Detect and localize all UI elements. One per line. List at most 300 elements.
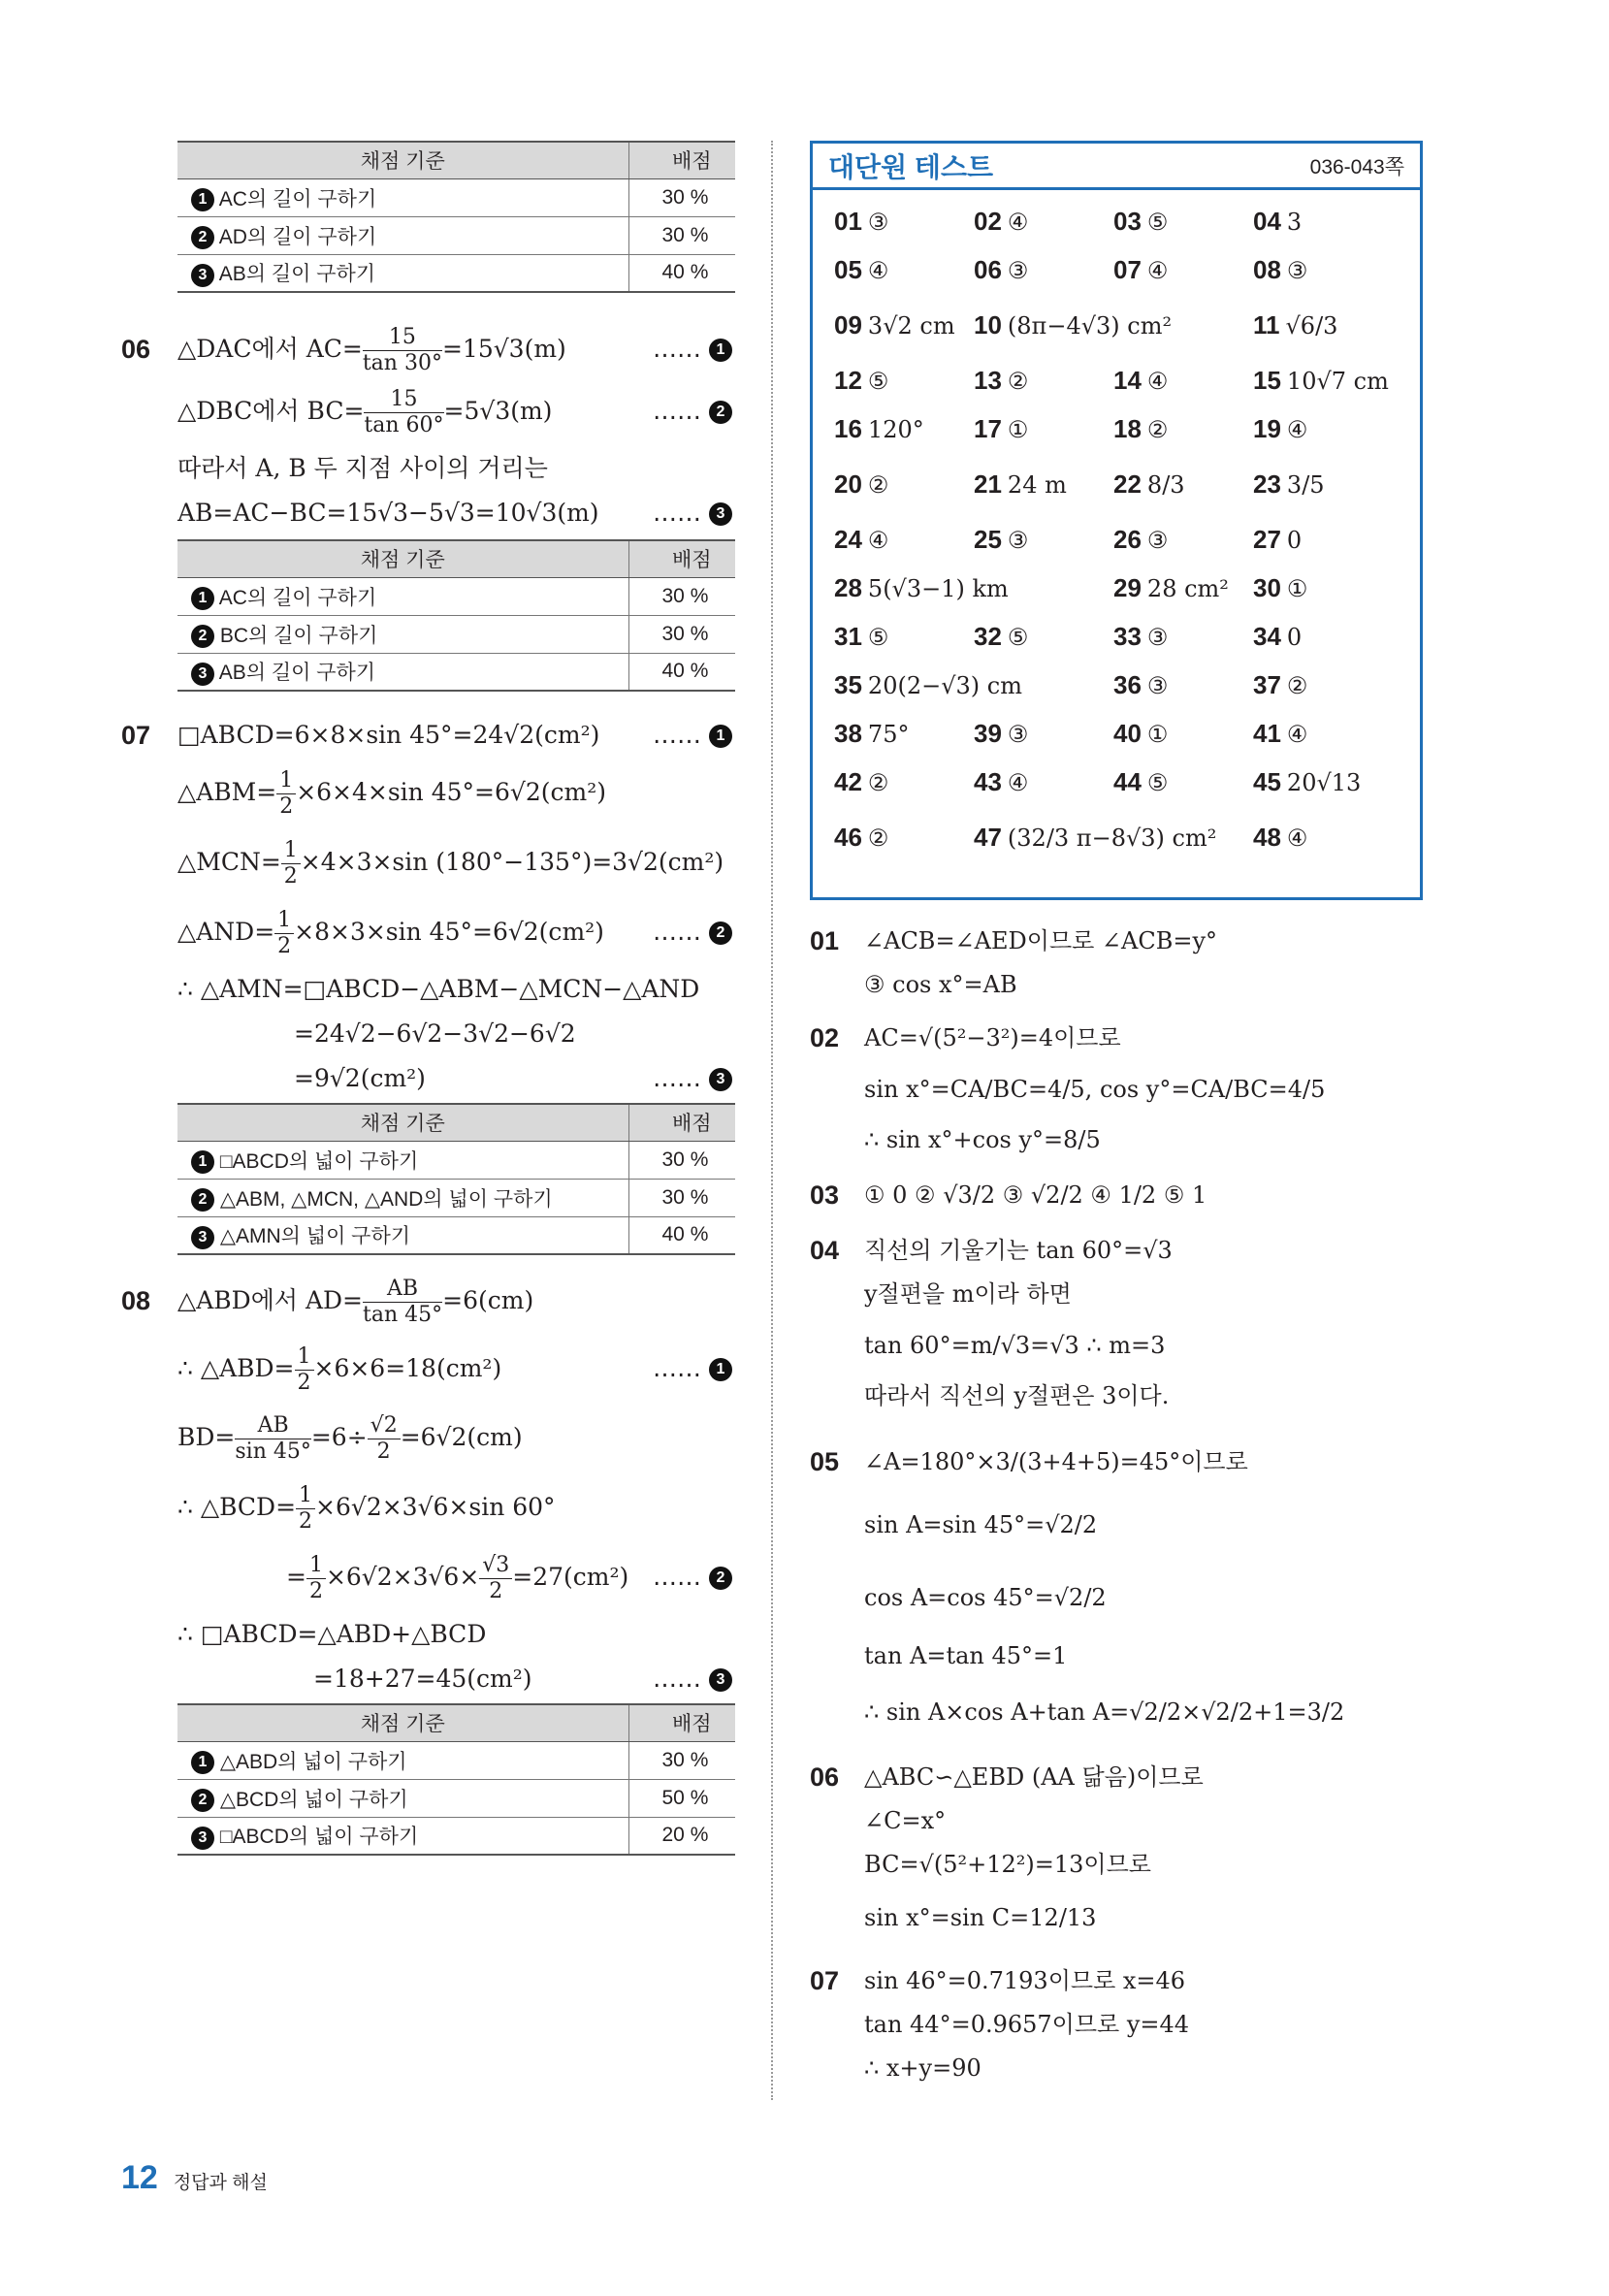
step-marker: 1 <box>191 1150 214 1174</box>
step-mark <box>653 1657 732 1701</box>
answer-number: 19 <box>1253 413 1281 443</box>
denominator: 2 <box>299 1509 313 1534</box>
points-text: 30 % <box>628 1141 735 1179</box>
table-row <box>177 1216 735 1254</box>
points-text: 40 % <box>628 653 735 691</box>
answer-number: 18 <box>1113 413 1142 443</box>
denominator: 2 <box>279 794 294 819</box>
points-text: 30 % <box>628 178 735 216</box>
answer-item <box>834 670 1113 700</box>
text: =6(cm) <box>442 1286 534 1314</box>
criteria-text: △AMN의 넓이 구하기 <box>219 1225 411 1248</box>
dots: …… <box>653 1665 702 1693</box>
solution-line <box>177 491 742 535</box>
answer-value: ⑤ <box>1007 623 1029 651</box>
solution-line <box>177 1056 742 1101</box>
answer-value: ① <box>1146 720 1169 748</box>
fraction <box>235 1413 310 1465</box>
solution-line: ③ cos x°=AB <box>864 971 1017 998</box>
text: ∴ △ABD= <box>177 1354 295 1382</box>
solution-line: ∴ sin x°+cos y°=8/5 <box>864 1126 1101 1153</box>
table-row <box>177 1741 735 1779</box>
criteria-text: □ABCD의 넓이 구하기 <box>219 1149 419 1173</box>
solution-line <box>177 1657 742 1701</box>
step-marker: 2 <box>191 226 214 249</box>
answer-number: 42 <box>834 766 862 796</box>
answer-number: 20 <box>834 469 862 499</box>
answer-number: 09 <box>834 309 862 340</box>
table-row <box>177 577 735 615</box>
answer-number: 24 <box>834 524 862 554</box>
answer-value: ③ <box>1146 623 1169 651</box>
answer-row <box>813 404 1420 453</box>
answer-number: 14 <box>1113 365 1142 395</box>
solution-line: sin A=sin 45°=√2/2 <box>864 1511 1098 1538</box>
answer-item <box>1253 310 1393 340</box>
answer-row <box>813 564 1420 612</box>
answer-item <box>1113 255 1253 285</box>
answer-item <box>834 366 974 396</box>
answer-item <box>834 622 974 652</box>
criteria-text: AB의 길이 구하기 <box>218 263 376 286</box>
text: △AND= <box>177 918 275 946</box>
answer-number: 33 <box>1113 621 1142 651</box>
unit-test-header <box>813 144 1420 190</box>
answer-value: ③ <box>867 208 889 236</box>
solution-line: =24√2−6√2−3√2−6√2 <box>294 1019 576 1048</box>
answer-value: 24 m <box>1007 470 1067 499</box>
step-marker: 2 <box>709 401 732 424</box>
answer-value: ③ <box>1007 526 1029 554</box>
denominator: 2 <box>308 1579 323 1603</box>
denominator: tan 45° <box>363 1303 443 1327</box>
answer-item <box>974 622 1113 652</box>
answer-value: ④ <box>1007 768 1029 796</box>
solution-01 <box>810 920 1431 1007</box>
answer-item <box>1253 525 1393 555</box>
page-footer <box>121 2159 268 2197</box>
step-mark <box>653 1056 732 1101</box>
step-marker: 1 <box>191 1751 214 1774</box>
answer-item <box>834 719 974 749</box>
answer-value: ③ <box>1146 671 1169 699</box>
solution-line: ∴ sin A×cos A+tan A=√2/2×√2/2+1=3/2 <box>864 1698 1345 1726</box>
table-row <box>177 178 735 216</box>
answer-value: ② <box>867 470 889 499</box>
solution-line: ∴ □ABCD=△ABD+△BCD <box>177 1620 487 1648</box>
numerator: 1 <box>274 908 294 934</box>
answer-number: 23 <box>1253 469 1281 499</box>
answer-value: ③ <box>1007 720 1029 748</box>
answer-number: 03 <box>1113 206 1142 236</box>
answer-item <box>1113 469 1253 500</box>
answer-value: ⑤ <box>1146 208 1169 236</box>
problem-07 <box>121 713 742 1101</box>
text: ×6√2×3√6×sin 60° <box>315 1493 556 1521</box>
solution-05 <box>810 1436 1431 1746</box>
problem-number: 05 <box>810 1447 840 1476</box>
criteria-text: △ABD의 넓이 구하기 <box>219 1750 407 1773</box>
answer-row <box>813 356 1420 404</box>
denominator: 2 <box>376 1439 391 1464</box>
solution-line: tan A=tan 45°=1 <box>864 1642 1068 1669</box>
answer-number: 40 <box>1113 718 1142 748</box>
answer-value: 5(√3−1) km <box>867 574 1009 602</box>
numerator: 15 <box>364 387 443 413</box>
table-row <box>177 1779 735 1817</box>
answer-item <box>1253 670 1393 700</box>
answer-number: 34 <box>1253 621 1281 651</box>
text: =6√2(cm) <box>400 1423 523 1451</box>
dots: …… <box>653 1354 702 1382</box>
denominator: tan 60° <box>364 413 444 437</box>
answer-value: 75° <box>867 720 910 748</box>
answer-value: 3 <box>1286 208 1303 236</box>
criteria-text: □ABCD의 넓이 구하기 <box>219 1826 419 1849</box>
answer-item <box>1113 573 1253 603</box>
table-row <box>177 653 735 691</box>
dots: …… <box>653 335 702 363</box>
answer-value: (8π−4√3) cm² <box>1007 311 1173 340</box>
unit-test-page-range: 036-043쪽 <box>1309 155 1404 178</box>
text: AB=AC−BC=15√3−5√3=10√3(m) <box>177 499 599 527</box>
answer-number: 22 <box>1113 469 1142 499</box>
answer-row <box>813 453 1420 515</box>
answer-value: ④ <box>1146 256 1169 284</box>
text: =27(cm²) <box>512 1563 629 1591</box>
answer-item <box>974 823 1253 853</box>
problem-number: 04 <box>810 1236 840 1265</box>
answer-number: 08 <box>1253 254 1281 284</box>
problem-number: 01 <box>810 926 840 955</box>
table-row <box>177 1179 735 1216</box>
answer-item <box>1253 255 1393 285</box>
solution-line: AC=√(5²−3²)=4이므로 <box>864 1024 1121 1051</box>
fraction <box>368 1413 401 1465</box>
solution-07 <box>810 1959 1431 2090</box>
criteria-text: AB의 길이 구하기 <box>218 662 376 685</box>
text: △DBC에서 BC= <box>177 397 365 425</box>
table-header-criteria: 채점 기준 <box>177 1704 628 1741</box>
score-table-06 <box>177 539 735 692</box>
fraction <box>363 1277 442 1328</box>
solution-line <box>177 827 742 897</box>
text: =18+27=45(cm²) <box>313 1665 532 1693</box>
text: =15√3(m) <box>441 335 566 363</box>
step-marker: 3 <box>191 264 214 287</box>
step-marker: 1 <box>191 188 214 211</box>
solution-03 <box>810 1174 1431 1217</box>
answer-number: 12 <box>834 365 862 395</box>
text: =9√2(cm²) <box>294 1064 426 1092</box>
unit-test-answer-box <box>810 141 1423 900</box>
step-marker: 3 <box>191 663 214 686</box>
criteria-text: AC의 길이 구하기 <box>218 586 377 609</box>
solution-line <box>177 1542 742 1612</box>
answer-number: 35 <box>834 669 862 699</box>
answer-row <box>813 245 1420 294</box>
answer-value: 20(2−√3) cm <box>867 671 1022 699</box>
answer-value: ④ <box>1286 824 1308 852</box>
dots: …… <box>653 1563 702 1591</box>
answer-number: 02 <box>974 206 1002 236</box>
points-text: 30 % <box>628 1741 735 1779</box>
step-marker: 1 <box>709 339 732 362</box>
answer-number: 44 <box>1113 766 1142 796</box>
text: ×4×3×sin (180°−135°)=3√2(cm²) <box>300 848 724 876</box>
points-text: 30 % <box>628 615 735 653</box>
answer-row <box>813 197 1420 245</box>
answer-item <box>974 469 1113 500</box>
table-row <box>177 216 735 254</box>
denominator: tan 30° <box>362 351 442 375</box>
answer-number: 43 <box>974 766 1002 796</box>
fraction <box>479 1553 512 1604</box>
step-marker: 3 <box>709 1068 732 1091</box>
fraction <box>306 1553 326 1604</box>
answer-item <box>834 573 1113 603</box>
table-row <box>177 254 735 292</box>
numerator: √2 <box>368 1413 401 1439</box>
solution-line <box>177 1472 742 1542</box>
solution-line <box>177 897 742 967</box>
solution-02 <box>810 1017 1431 1162</box>
answer-item <box>974 525 1113 555</box>
denominator: sin 45° <box>235 1439 311 1464</box>
step-marker: 3 <box>709 1668 732 1692</box>
numerator: AB <box>363 1277 442 1303</box>
solution-line: cos A=cos 45°=√2/2 <box>864 1584 1107 1611</box>
solution-line: 따라서 A, B 두 지점 사이의 거리는 <box>177 454 548 482</box>
answer-value: ④ <box>1286 720 1308 748</box>
answer-value: 0 <box>1286 623 1303 651</box>
numerator: 1 <box>306 1553 326 1579</box>
answer-item <box>834 310 974 340</box>
fraction <box>364 387 443 438</box>
table-header-points: 배점 <box>628 142 735 178</box>
points-text: 20 % <box>628 1817 735 1855</box>
answer-value: ⑤ <box>867 367 889 395</box>
denominator: 2 <box>283 864 298 889</box>
answer-number: 16 <box>834 413 862 443</box>
answer-number: 46 <box>834 822 862 852</box>
fraction <box>276 768 296 820</box>
answer-value: ③ <box>1286 256 1308 284</box>
answer-value: ④ <box>867 256 889 284</box>
fraction <box>281 838 301 889</box>
answer-number: 06 <box>974 254 1002 284</box>
points-text: 40 % <box>628 254 735 292</box>
answer-item <box>974 207 1113 237</box>
denominator: 2 <box>277 934 292 958</box>
answer-value: ④ <box>867 526 889 554</box>
answer-number: 39 <box>974 718 1002 748</box>
answer-value: 120° <box>867 415 924 443</box>
column-divider <box>771 141 773 2100</box>
answer-value: ② <box>1007 367 1029 395</box>
answer-number: 11 <box>1253 309 1280 340</box>
answer-number: 17 <box>974 413 1002 443</box>
answer-row <box>813 515 1420 564</box>
points-text: 30 % <box>628 216 735 254</box>
answer-number: 28 <box>834 572 862 602</box>
points-text: 40 % <box>628 1216 735 1254</box>
answer-value: ⑤ <box>867 623 889 651</box>
solution-line: ∠C=x° <box>864 1807 947 1834</box>
solution-line: 직선의 기울기는 tan 60°=√3 <box>864 1237 1173 1264</box>
answer-number: 47 <box>974 822 1002 852</box>
answer-value: 0 <box>1286 526 1303 554</box>
answer-item <box>1253 207 1393 237</box>
step-marker: 3 <box>191 1827 214 1850</box>
answer-item <box>1113 719 1253 749</box>
answer-item <box>974 767 1113 797</box>
numerator: 15 <box>363 325 442 351</box>
answer-number: 30 <box>1253 572 1281 602</box>
numerator: √3 <box>479 1553 512 1579</box>
answer-row <box>813 806 1420 868</box>
table-header-points: 배점 <box>628 1704 735 1741</box>
dots: …… <box>653 1064 702 1092</box>
answer-number: 25 <box>974 524 1002 554</box>
table-header-criteria: 채점 기준 <box>177 142 628 178</box>
numerator: 1 <box>296 1483 315 1509</box>
criteria-text: AC의 길이 구하기 <box>218 187 377 210</box>
answer-item <box>834 207 974 237</box>
solution-line: y절편을 m이라 하면 <box>864 1280 1072 1308</box>
step-mark <box>653 1542 732 1612</box>
text: ×6×6=18(cm²) <box>313 1354 502 1382</box>
solution-line: sin 46°=0.7193이므로 x=46 <box>864 1967 1186 1994</box>
answer-item <box>974 414 1113 444</box>
criteria-text: △BCD의 넓이 구하기 <box>219 1788 408 1811</box>
table-header-criteria: 채점 기준 <box>177 540 628 577</box>
denominator: 2 <box>297 1371 311 1395</box>
answer-item <box>1113 414 1253 444</box>
answer-value: ② <box>867 824 889 852</box>
answer-value: ② <box>867 768 889 796</box>
text: △ABM= <box>177 778 277 806</box>
solution-line <box>177 758 742 827</box>
solution-line: BC=√(5²+12²)=13이므로 <box>864 1851 1151 1878</box>
answer-value: 20√13 <box>1286 768 1362 796</box>
answer-number: 41 <box>1253 718 1281 748</box>
answer-value: ③ <box>1007 256 1029 284</box>
problem-06 <box>121 322 742 535</box>
solution-line <box>177 322 742 376</box>
numerator: 1 <box>276 768 296 794</box>
step-marker: 3 <box>191 1226 214 1249</box>
text: BD= <box>177 1423 236 1451</box>
step-marker: 2 <box>709 922 732 945</box>
answer-item <box>1113 622 1253 652</box>
answer-value: ① <box>1286 574 1308 602</box>
solution-line: tan 60°=m/√3=√3 ∴ m=3 <box>864 1332 1166 1359</box>
answer-item <box>1113 525 1253 555</box>
points-text: 30 % <box>628 577 735 615</box>
solution-line: △ABC∽△EBD (AA 닮음)이므로 <box>864 1763 1204 1791</box>
step-mark <box>653 713 732 758</box>
solution-line <box>177 1335 742 1403</box>
text: ×6√2×3√6× <box>325 1563 480 1591</box>
answer-number: 21 <box>974 469 1002 499</box>
text: =5√3(m) <box>443 397 553 425</box>
score-table-07 <box>177 1103 735 1255</box>
text: =6÷ <box>310 1423 368 1451</box>
fraction <box>296 1483 315 1535</box>
step-mark <box>653 897 732 967</box>
answer-value: ② <box>1286 671 1308 699</box>
answer-item <box>1113 767 1253 797</box>
answer-value: ④ <box>1146 367 1169 395</box>
problem-number: 02 <box>810 1023 840 1052</box>
step-marker: 3 <box>709 502 732 526</box>
step-marker: 2 <box>191 1188 214 1212</box>
answer-value: 3√2 cm <box>867 311 955 340</box>
answer-number: 26 <box>1113 524 1142 554</box>
answer-row <box>813 612 1420 661</box>
answer-value: √6/3 <box>1285 311 1338 340</box>
answer-number: 38 <box>834 718 862 748</box>
answer-value: ① <box>1007 415 1029 443</box>
answer-number: 45 <box>1253 766 1281 796</box>
text: ×6×4×sin 45°=6√2(cm²) <box>296 778 606 806</box>
answer-item <box>1253 719 1393 749</box>
problem-number: 03 <box>810 1180 840 1210</box>
step-marker: 2 <box>191 625 214 648</box>
step-marker: 1 <box>709 1358 732 1381</box>
answer-value: ⑤ <box>1146 768 1169 796</box>
text: ×8×3×sin 45°=6√2(cm²) <box>294 918 604 946</box>
answer-number: 27 <box>1253 524 1281 554</box>
answer-row <box>813 294 1420 356</box>
table-row <box>177 1141 735 1179</box>
answer-value: 28 cm² <box>1146 574 1229 602</box>
numerator: 1 <box>281 838 301 864</box>
points-text: 30 % <box>628 1179 735 1216</box>
solution-04 <box>810 1229 1431 1418</box>
text: = <box>286 1563 306 1591</box>
answer-row <box>813 758 1420 806</box>
problem-08 <box>121 1267 742 1701</box>
answer-item <box>834 255 974 285</box>
fraction <box>295 1344 314 1396</box>
answer-value: 10√7 cm <box>1286 367 1389 395</box>
answer-item <box>1253 573 1393 603</box>
answer-item <box>1113 670 1253 700</box>
dots: …… <box>653 918 702 946</box>
answer-item <box>974 366 1113 396</box>
answer-row <box>813 709 1420 758</box>
answer-item <box>834 525 974 555</box>
step-mark <box>653 491 732 535</box>
answer-number: 04 <box>1253 206 1281 236</box>
solution-line <box>177 376 742 446</box>
answer-number: 29 <box>1113 572 1142 602</box>
text: □ABCD=6×8×sin 45°=24√2(cm²) <box>177 721 600 749</box>
solution-line <box>177 1403 742 1472</box>
solution-line: 따라서 직선의 y절편은 3이다. <box>864 1382 1170 1409</box>
dots: …… <box>653 499 702 527</box>
step-marker: 1 <box>191 587 214 610</box>
table-row <box>177 615 735 653</box>
answer-number: 31 <box>834 621 862 651</box>
solution-line: tan 44°=0.9657이므로 y=44 <box>864 2011 1190 2038</box>
solution-line <box>177 1267 742 1335</box>
text: △MCN= <box>177 848 281 876</box>
dots: …… <box>653 397 702 425</box>
answer-value: ④ <box>1286 415 1308 443</box>
